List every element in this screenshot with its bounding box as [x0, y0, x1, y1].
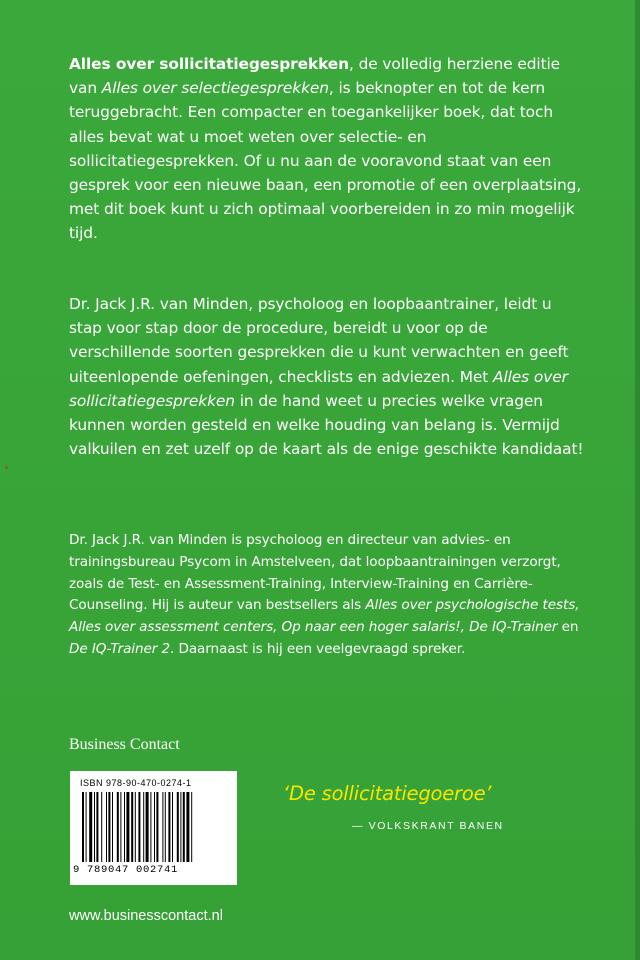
barcode-bar — [168, 792, 170, 862]
barcode-bar — [135, 792, 136, 862]
previous-title: Alles over selectiegesprekken — [101, 79, 329, 98]
website-link[interactable]: www.businesscontact.nl — [69, 908, 223, 924]
barcode-bar — [94, 792, 95, 862]
text-run: in de hand weet u precies welke vragen kunnen worden gesteld en welke houding van belang is. Vermijd valkuilen en zet uzelf op de kaart als de enige geschikte kandidaat! — [69, 391, 584, 459]
barcode-bar — [82, 792, 84, 862]
text-run: Dr. Jack J.R. van Minden, psycholoog en loopbaantrainer, leidt u stap voor stap door de procedure, bereidt u voor op de verschillende soorten gesprekken die u kunt verwachten en geeft uiteenlopende oefeningen, checklists en adviezen. Met — [69, 295, 569, 386]
barcode-label — [70, 771, 237, 885]
publisher-name: Business Contact — [69, 736, 180, 753]
author-bio — [69, 530, 594, 661]
barcode-bar — [146, 792, 149, 862]
text-run: , de volledig herziene editie van — [69, 55, 561, 98]
barcode-bar — [124, 792, 125, 862]
barcode-bar — [131, 792, 133, 862]
barcode-bar — [86, 792, 87, 862]
barcode-bars — [82, 792, 224, 862]
barcode-bar — [156, 792, 158, 862]
text-run: en — [557, 619, 579, 636]
barcode-bar — [112, 792, 113, 862]
text-run: , is beknopter en tot de kern teruggebracht. Een compacter en toegankelijker boek, dat toch alles bevat wat u moet weten over selectie- en sollicitatiegesprekken. Of u nu aan de vooravond staat van een gesprek voor een nieuwe baan, een promotie of een overplaatsing, met dit boek kunt u zich optimaal voorbereiden in zo min mogelijk tijd. — [69, 79, 582, 243]
barcode-bar — [177, 792, 179, 862]
bestseller-title: De IQ-Trainer 2 — [69, 640, 171, 657]
cover-edge — [635, 0, 640, 960]
barcode-bar — [154, 792, 155, 862]
barcode-bar — [138, 792, 140, 862]
barcode-bar — [108, 792, 110, 862]
barcode-bar — [150, 792, 151, 862]
barcode-bar — [191, 792, 192, 862]
barcode-bar — [186, 792, 189, 862]
barcode-bar — [126, 792, 129, 862]
quote-source: — VOLKSKRANT BANEN — [352, 820, 504, 832]
blurb-paragraph-1 — [69, 52, 589, 246]
barcode-bar — [162, 792, 163, 862]
press-quote: ‘De sollicitatiegoeroe’ — [283, 782, 492, 805]
barcode-bar — [117, 792, 119, 862]
barcode-bar — [89, 792, 92, 862]
barcode-digits: 9 789047 002741 — [73, 864, 179, 876]
barcode-bar — [96, 792, 98, 862]
blurb-paragraph-2 — [69, 292, 589, 461]
barcode-bar — [180, 792, 181, 862]
book-title-italic: Alles over sollicitatiegesprekken — [69, 367, 568, 410]
barcode-bar — [101, 792, 102, 862]
barcode-bar — [106, 792, 107, 862]
barcode-bar — [120, 792, 121, 862]
barcode-bar — [172, 792, 173, 862]
isbn-number: ISBN 978-90-470-0274-1 — [80, 778, 192, 788]
bestseller-titles: Alles over psychologische tests, Alles over assessment centers, Op naar een hoger salaris!, De IQ-Trainer — [69, 597, 580, 636]
barcode-bar — [143, 792, 144, 862]
book-title: Alles over sollicitatiegesprekken — [69, 55, 349, 73]
barcode-bar — [165, 792, 166, 862]
speck — [5, 466, 8, 469]
text-run: . Daarnaast is hij een veelgevraagd spreker. — [170, 640, 466, 657]
barcode-bar — [183, 792, 185, 862]
text-run: Dr. Jack J.R. van Minden is psycholoog en directeur van advies- en trainingsbureau Psycom in Amstelveen, dat loopbaantrainingen verzorgt, zoals de Test- en Assessment-Training, Interview-Training en Carrière-Counseling. Hij is auteur van bestsellers als — [69, 532, 561, 614]
